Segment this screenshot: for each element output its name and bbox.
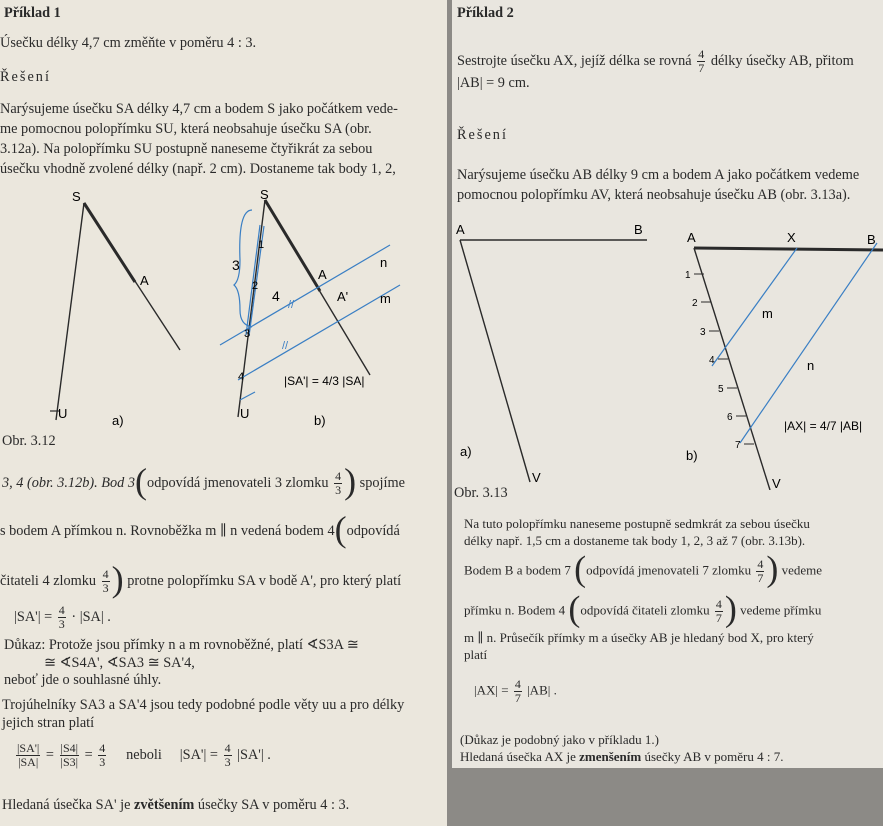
caption-2a: a) (460, 444, 472, 459)
formula-2-right: |AX| = $\frac{4}{7}$ |AB| . (474, 677, 557, 705)
figure-caption-2: Obr. 3.13 (454, 485, 508, 501)
fraction-SA-prime-SA: $\frac{|SA'|}{|SA|}$ (17, 741, 40, 769)
label-A-b: A (318, 267, 327, 282)
label-A-2b: A (687, 230, 696, 245)
label-n: n (380, 255, 388, 270)
label-U-b: U (240, 406, 250, 421)
fraction-4-7-d: $\frac{4}{7}$ (514, 677, 521, 705)
label-m-2: m (762, 306, 773, 321)
fraction-4-3: $\frac{4}{3}$ (335, 469, 342, 497)
fraction-4-7-b: $\frac{4}{7}$ (757, 557, 764, 585)
formula-1-rhs: · |SA| . (71, 608, 111, 625)
line-c-pre: čitateli 4 zlomku (0, 572, 97, 589)
label-A-2a: A (456, 222, 465, 237)
para1-line3: 3.12a). Na polopřímku SU postupně naneseme čtyřikrát za sebou (0, 141, 373, 157)
line-b-pre: s bodem A přímkou n. Rovnoběžka m ∥ n vedená bodem 4 (0, 523, 335, 539)
label-S-b: S (260, 187, 269, 202)
solution-heading-2: Řešení (457, 127, 508, 143)
label-B-2a: B (634, 222, 643, 237)
p-line3: Bodem B a bodem 7 (odpovídá jmenovateli 7 zlomku $\frac{4}{7}$ ) vedeme (464, 548, 823, 589)
equation-b: |SA'| = 4/3 |SA| (284, 374, 365, 388)
hash-mark-1: // (288, 299, 295, 311)
tick-3: 3 (244, 328, 251, 340)
solution-heading: Řešení (0, 69, 51, 85)
p-line6: platí (464, 647, 488, 662)
label-B-2b: B (867, 232, 876, 247)
line-a-pre: 3, 4 (obr. 3.12b). Bod 3 (2, 474, 136, 491)
tick-label-7: 7 (735, 440, 741, 451)
right-page (452, 0, 883, 768)
figure-3-12b (210, 185, 430, 435)
label-V-2a: V (532, 470, 541, 485)
proof-line1: Důkaz: Protože jsou přímky n a m rovnoběžné, platí ∢S3A ≅ (4, 637, 359, 653)
label-X: X (787, 230, 796, 245)
proof-line3: neboť jde o souhlasné úhly. (4, 672, 162, 688)
fraction-4-3-c: $\frac{4}{3}$ (58, 603, 65, 631)
line-a: 3, 4 (obr. 3.12b). Bod 3(odpovídá jmenovateli 3 zlomku $\frac{4}{3}$ ) spojíme (2, 460, 405, 501)
tick-label-3: 3 (700, 327, 706, 338)
sol-line1: Narýsujeme úsečku AB délky 9 cm a bodem A jako počátkem vedeme (457, 167, 860, 183)
task-text: Úsečku délky 4,7 cm změňte v poměru 4 : 3. (0, 35, 257, 51)
brace-4: 4 (272, 288, 280, 304)
para1-line1: Narýsujeme úsečku SA délky 4,7 cm a bodem S jako počátkem vede- (0, 101, 398, 117)
caption-2b: b) (686, 448, 698, 463)
figure-3-12a (40, 185, 200, 435)
brace-3: 3 (232, 257, 240, 273)
p-line5: m ∥ n. Průsečík přímky m a úsečky AB je hledaný bod X, pro který (464, 630, 814, 645)
fraction-4-7: $\frac{4}{7}$ (698, 47, 705, 75)
triangles-line2: jejich stran platí (2, 715, 95, 731)
tick-label-2: 2 (692, 298, 698, 309)
label-V-2b: V (772, 476, 781, 490)
label-A-prime: A' (337, 289, 349, 304)
fraction-4-7-c: $\frac{4}{7}$ (715, 597, 722, 625)
figure-caption: Obr. 3.12 (2, 433, 56, 449)
label-n-2: n (807, 358, 815, 373)
tick-1: 1 (258, 239, 265, 251)
para1-line2: me pomocnou polopřímku SU, která neobsahuje úsečku SA (obr. (0, 121, 372, 137)
label-m: m (380, 291, 391, 306)
label-S: S (72, 189, 81, 204)
line-c-post: protne polopřímku SA v bodě A', pro který platí (127, 572, 402, 589)
tick-4: 4 (238, 371, 245, 383)
conclusion-2: Hledaná úsečka AX je zmenšením úsečky AB v poměru 4 : 7. (460, 749, 784, 764)
formula-1-lhs: |SA'| = (14, 608, 53, 625)
sol-line2: pomocnou polopřímku AV, která neobsahuje úsečku AB (obr. 3.13a). (457, 187, 851, 203)
line-a-post: spojíme (359, 474, 405, 491)
task2-line1: Sestrojte úsečku AX, jejíž délka se rovná $\frac{4}{7}$ délky úsečky AB, přitom (457, 47, 854, 75)
para1-line4: úsečku vhodně zvolené délky (např. 2 cm). Dostaneme tak body 1, 2, (0, 161, 396, 177)
proof-note: (Důkaz je podobný jako v příkladu 1.) (460, 732, 659, 747)
tick-label-4: 4 (709, 355, 715, 366)
word-neboli: neboli (126, 746, 162, 763)
figure-3-13a (452, 220, 682, 490)
p-line2: délky např. 1,5 cm a dostaneme tak body 1, 2, 3 až 7 (obr. 3.13b). (464, 533, 806, 548)
tick-label-6: 6 (727, 412, 733, 423)
caption-b: b) (314, 413, 326, 428)
line-c: čitateli 4 zlomku $\frac{4}{3}$ ) protne polopřímku SA v bodě A', pro který platí (0, 558, 402, 599)
line-b-post: odpovídá (346, 523, 400, 539)
tick-label-1: 1 (685, 270, 691, 281)
formula-1 (14, 604, 111, 631)
task2-line2: |AB| = 9 cm. (457, 75, 530, 91)
p-line1: Na tuto polopřímku naneseme postupně sedmkrát za sebou úsečku (464, 516, 810, 531)
tick-label-5: 5 (718, 384, 724, 395)
figure-3-13b (682, 228, 883, 490)
label-U: U (58, 406, 68, 421)
proof-line2: ≅ ∢S4A', ∢SA3 ≅ SA'4, (44, 655, 195, 671)
line-b: s bodem A přímkou n. Rovnoběžka m ∥ n vedená bodem 4(odpovídá (0, 509, 400, 549)
formula-2: $\frac{|SA'|}{|SA|}$ = $\frac{|S4|}{|S3|}$ = $\frac{4}{3}$ neboli |SA'| = $\frac{4}{3}$ |SA'| . (17, 741, 271, 769)
caption-a: a) (112, 413, 124, 428)
fraction-4-3-e: $\frac{4}{3}$ (224, 741, 231, 769)
p-line4: přímku n. Bodem 4 (odpovídá čitateli zlomku $\frac{4}{7}$ ) vedeme přímku (464, 588, 822, 629)
equation-2b: |AX| = 4/7 |AB| (784, 419, 863, 433)
fraction-4-3-b: $\frac{4}{3}$ (102, 567, 109, 595)
conclusion: Hledaná úsečka SA' je zvětšením úsečky SA v poměru 4 : 3. (2, 797, 350, 813)
heading-example-1: Příklad 1 (4, 5, 61, 21)
hash-mark-2: // (282, 340, 289, 352)
line-a-mid: odpovídá jmenovateli 3 zlomku (147, 474, 329, 491)
heading-example-2: Příklad 2 (457, 5, 514, 21)
tick-2: 2 (252, 280, 259, 292)
triangles-line1: Trojúhelníky SA3 a SA'4 jsou tedy podobné podle věty uu a pro délky (2, 697, 405, 713)
fraction-S4-S3: $\frac{|S4|}{|S3|}$ (60, 741, 79, 769)
label-A: A (140, 273, 149, 288)
fraction-4-3-d: $\frac{4}{3}$ (99, 741, 106, 769)
